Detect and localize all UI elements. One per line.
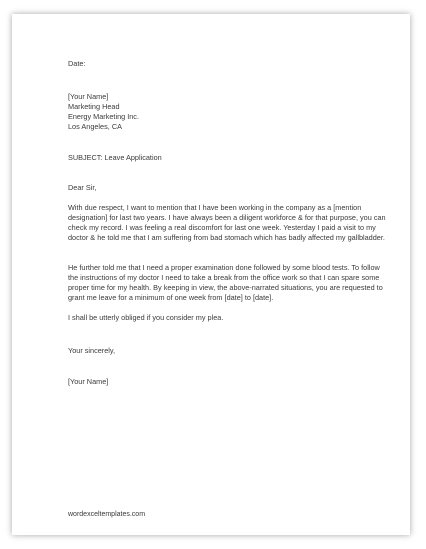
closing: Your sincerely,: [68, 346, 116, 355]
footer-website: wordexceltemplates.com: [68, 511, 146, 518]
recipient-city: Los Angeles, CA: [68, 122, 122, 132]
recipient-name: [Your Name]: [68, 92, 109, 101]
recipient-company: Energy Marketing Inc.: [68, 112, 139, 122]
subject-line: SUBJECT: Leave Application: [68, 153, 162, 162]
letter-page: [12, 14, 410, 535]
signature: [Your Name]: [68, 377, 109, 386]
body-paragraph-1: With due respect, I want to mention that I have been working in the company as a [mention designation] for last two years. I have always been a diligent workforce & for that purpose, you can check my record. I was feeling a real discomfort for last one week. Yesterday I paid a visit to my doctor & he told me that I am suffering from bad stomach which has badly affected my gallbladder.: [68, 203, 386, 243]
body-paragraph-2: He further told me that I need a proper examination done followed by some blood tests. To follow the instructions of my doctor I need to take a break from the office work so that I can spare some proper time for my health. By keeping in view, the above-narrated situations, you are requested to grant me leave for a minimum of one week from [date] to [date].: [68, 263, 383, 303]
date-label: Date:: [68, 59, 86, 68]
body-paragraph-3: I shall be utterly obliged if you consider my plea.: [68, 313, 224, 322]
salutation: Dear Sir,: [68, 183, 97, 192]
recipient-title: Marketing Head: [68, 102, 120, 112]
recipient-block: [68, 92, 386, 132]
